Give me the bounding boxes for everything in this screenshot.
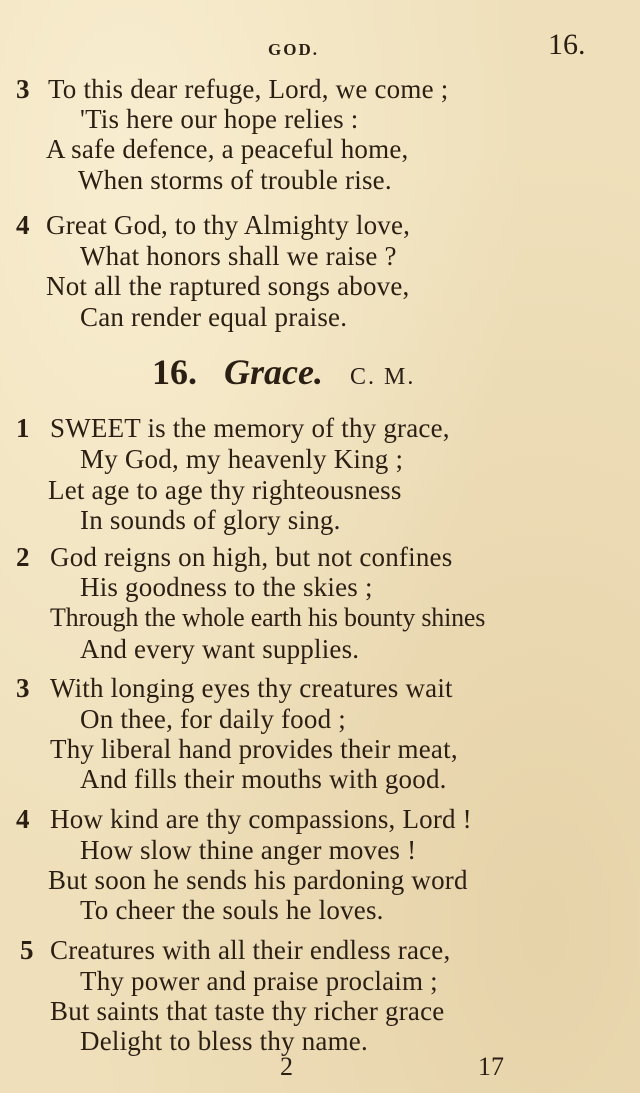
verse-line: In sounds of glory sing. (80, 505, 341, 535)
verse-line: Let age to age thy righteousness (48, 475, 402, 505)
verse-line: Thy liberal hand provides their meat, (50, 734, 458, 764)
hymn-name: Grace. (224, 352, 323, 392)
verse-line: Through the whole earth his bounty shines (50, 603, 486, 632)
verse-line: How slow thine anger moves ! (80, 835, 417, 865)
verse-line: To this dear refuge, Lord, we come ; (48, 74, 449, 104)
verse-line: But saints that taste thy richer grace (50, 996, 445, 1026)
verse-line: Can render equal praise. (80, 302, 348, 332)
verse-line: With longing eyes thy creatures wait (50, 673, 453, 703)
verse-number: 1 (16, 413, 30, 443)
verse-number: 4 (16, 210, 30, 240)
verse-line: A safe defence, a peaceful home, (46, 134, 409, 164)
page-number: 16. (548, 28, 586, 61)
verse-line: When storms of trouble rise. (78, 165, 392, 195)
verse-line: Creatures with all their endless race, (50, 935, 451, 965)
verse-line: But soon he sends his pardoning word (48, 865, 468, 895)
verse-line: And fills their mouths with good. (80, 764, 447, 794)
hymn-meter: C. M. (349, 364, 416, 390)
verse-line: Delight to bless thy name. (80, 1026, 368, 1056)
catchword: 17 (478, 1052, 504, 1081)
verse-line: Great God, to thy Almighty love, (46, 210, 411, 240)
verse-line: My God, my heavenly King ; (80, 444, 404, 474)
verse-number: 2 (16, 542, 30, 572)
hymn-title (152, 352, 415, 397)
verse-line: To cheer the souls he loves. (80, 895, 384, 925)
verse-line: His goodness to the skies ; (80, 572, 373, 602)
verse-number: 5 (20, 935, 34, 965)
signature-mark: 2 (280, 1052, 293, 1081)
hymn-number: 16. (152, 352, 197, 392)
verse-line: And every want supplies. (80, 634, 360, 664)
running-head: GOD. (268, 40, 319, 59)
verse-line: On thee, for daily food ; (80, 704, 346, 734)
verse-line: How kind are thy compassions, Lord ! (50, 804, 472, 834)
verse-line: God reigns on high, but not confines (50, 542, 453, 572)
verse-number: 3 (16, 74, 30, 104)
verse-line: What honors shall we raise ? (80, 241, 397, 271)
verse-line: SWEET is the memory of thy grace, (50, 413, 450, 443)
verse-line: Not all the raptured songs above, (46, 271, 410, 301)
verse-line: Thy power and praise proclaim ; (80, 966, 438, 996)
verse-number: 4 (16, 804, 30, 834)
verse-number: 3 (16, 673, 30, 703)
verse-line: 'Tis here our hope relies : (80, 104, 359, 134)
